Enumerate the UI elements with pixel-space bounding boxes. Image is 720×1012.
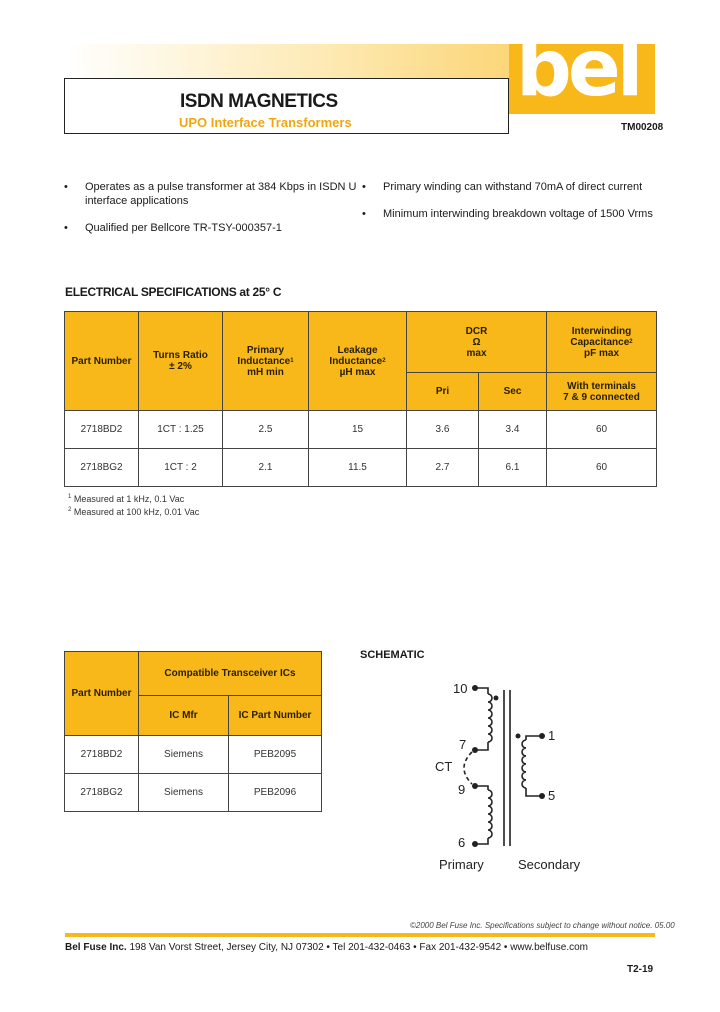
cell-ratio: 1CT : 2 [139, 449, 223, 487]
pin-10-dot [472, 685, 478, 691]
schematic-title: SCHEMATIC [360, 649, 425, 661]
header-leakage-inductance: Leakage Inductance$^2$ µH max [309, 312, 407, 411]
bullet-icon: • [362, 181, 366, 193]
feature-item [362, 180, 662, 196]
pin-6-label: 6 [458, 835, 466, 850]
table-row [65, 411, 657, 449]
header-ic-mfr: IC Mfr [139, 696, 229, 736]
pin-7-label: 7 [459, 737, 467, 752]
page-title: ISDN MAGNETICS [180, 91, 338, 112]
pin-6-dot [472, 841, 478, 847]
cell-ic-part: PEB2095 [229, 736, 322, 774]
feature-item [64, 221, 364, 237]
secondary-label: Secondary [518, 857, 581, 872]
header-compatible-ics: Compatible Transceiver ICs [139, 652, 322, 696]
header-dcr-sec: Sec [479, 373, 547, 411]
table-row [65, 774, 322, 812]
cell-dcr-pri: 3.6 [407, 411, 479, 449]
pin-1-label: 1 [548, 728, 556, 743]
feature-item [64, 180, 364, 210]
cell-ratio: 1CT : 1.25 [139, 411, 223, 449]
secondary-polarity-dot [516, 734, 521, 739]
table-row [65, 449, 657, 487]
footnote-2: $^2$ Measured at 100 kHz, 0.01 Vac [68, 507, 200, 517]
cell-part: 2718BG2 [65, 774, 139, 812]
header-turns-ratio: Turns Ratio ± 2% [139, 312, 223, 411]
footer-divider [65, 933, 655, 937]
compatible-ic-table [64, 651, 322, 812]
primary-polarity-dot [494, 696, 499, 701]
primary-label: Primary [439, 857, 484, 872]
pin-9-label: 9 [458, 782, 466, 797]
feature-text: Primary winding can withstand 70mA of direct current [383, 181, 643, 193]
cell-leakage: 15 [309, 411, 407, 449]
page-subtitle: UPO Interface Transformers [179, 115, 352, 130]
copyright-notice: ©2000 Bel Fuse Inc. Specifications subject to change without notice. 05.00 [410, 921, 675, 930]
cell-dcr-sec: 6.1 [479, 449, 547, 487]
cell-part: 2718BD2 [65, 411, 139, 449]
cell-capacitance: 60 [547, 449, 657, 487]
footer-contact: Bel Fuse Inc. 198 Van Vorst Street, Jersey City, NJ 07302 • Tel 201-432-0463 • Fax 201-432-9542 • www.belfuse.com [65, 942, 588, 953]
cell-capacitance: 60 [547, 411, 657, 449]
center-tap-link [464, 752, 472, 784]
pin-1-dot [539, 733, 545, 739]
primary-winding-lower [488, 790, 492, 838]
center-tap-label: CT [435, 759, 453, 774]
pin-10-label: 10 [453, 681, 468, 696]
header-capacitance: Interwinding Capacitance$^2$ pF max [547, 312, 657, 373]
pin-9-dot [472, 783, 478, 789]
primary-winding-upper [488, 694, 492, 742]
header-capacitance-condition: With terminals 7 & 9 connected [547, 373, 657, 411]
header-primary-inductance: Primary Inductance$^1$ mH min [223, 312, 309, 411]
cell-part: 2718BG2 [65, 449, 139, 487]
cell-dcr-pri: 2.7 [407, 449, 479, 487]
bullet-icon: • [64, 222, 68, 234]
header-dcr: DCR Ω max [407, 312, 547, 373]
cell-part: 2718BD2 [65, 736, 139, 774]
bel-logo: bel [516, 24, 640, 114]
electrical-spec-table [64, 311, 657, 487]
electrical-specs-title: ELECTRICAL SPECIFICATIONS at 25° C [65, 285, 282, 299]
header-part-number: Part Number [65, 312, 139, 411]
footnote-1: $^1$ Measured at 1 kHz, 0.1 Vac [68, 494, 185, 504]
bullet-icon: • [362, 208, 366, 220]
cell-primary: 2.5 [223, 411, 309, 449]
pin-5-label: 5 [548, 788, 556, 803]
document-code: TM00208 [621, 122, 664, 133]
transformer-schematic [420, 670, 610, 880]
feature-item [362, 207, 662, 223]
cell-dcr-sec: 3.4 [479, 411, 547, 449]
cell-leakage: 11.5 [309, 449, 407, 487]
feature-text: Operates as a pulse transformer at 384 Kbps in ISDN U interface applications [85, 181, 357, 207]
feature-text: Minimum interwinding breakdown voltage of 1500 Vrms [383, 208, 653, 220]
header-dcr-pri: Pri [407, 373, 479, 411]
pin-7-dot [472, 747, 478, 753]
cell-ic-part: PEB2096 [229, 774, 322, 812]
pin-5-dot [539, 793, 545, 799]
cell-ic-mfr: Siemens [139, 774, 229, 812]
secondary-winding [522, 740, 526, 788]
cell-ic-mfr: Siemens [139, 736, 229, 774]
table-row [65, 736, 322, 774]
page-number: T2-19 [627, 964, 654, 975]
feature-text: Qualified per Bellcore TR-TSY-000357-1 [85, 222, 282, 234]
cell-primary: 2.1 [223, 449, 309, 487]
bullet-icon: • [64, 181, 68, 193]
header-part-number: Part Number [65, 652, 139, 736]
header-ic-part-number: IC Part Number [229, 696, 322, 736]
